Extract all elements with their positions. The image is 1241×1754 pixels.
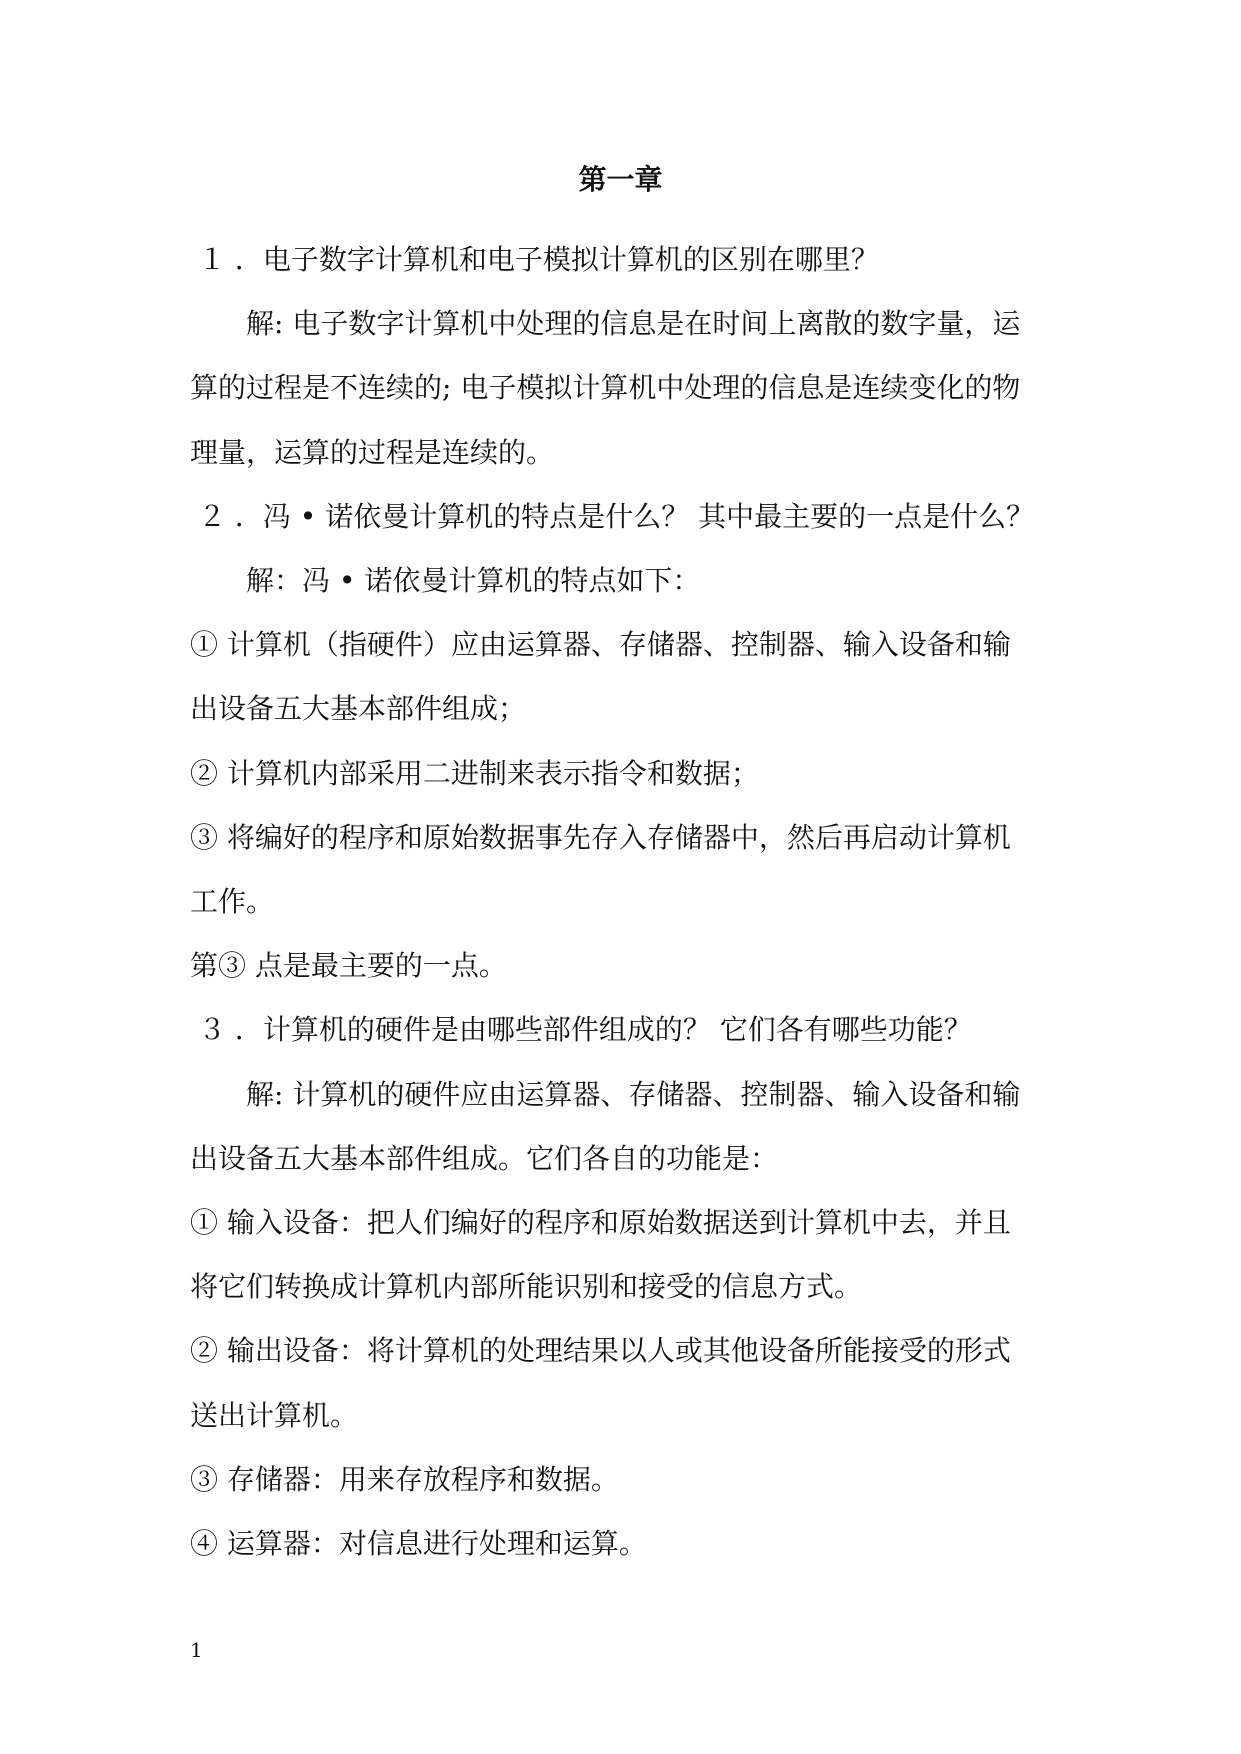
chapter-title: 第一章 [578,163,663,196]
answer-1-line-1: 解: 电子数字计算机中处理的信息是在时间上离散的数字量，运 [246,307,1021,341]
answer-1-line-2: 算的过程是不连续的; 电子模拟计算机中处理的信息是连续变化的物 [190,371,1021,405]
question-3: ３ ．计算机的硬件是由哪些部件组成的？ 它们各有哪些功能？ [198,1013,972,1047]
answer-3-item-1-line-1: ① 输入设备：把人们编好的程序和原始数据送到计算机中去，并且 [190,1206,1011,1240]
answer-3-item-4: ④ 运算器：对信息进行处理和运算。 [190,1527,647,1561]
page-number: 1 [190,1638,203,1662]
answer-2-conclusion: 第③ 点是最主要的一点。 [190,949,507,983]
question-2: ２ ．冯 • 诺依曼计算机的特点是什么？ 其中最主要的一点是什么？ [198,499,1035,533]
answer-1-line-3: 理量，运算的过程是连续的。 [190,435,555,469]
answer-3-line-1: 解: 计算机的硬件应由运算器、存储器、控制器、输入设备和输 [246,1077,1021,1111]
answer-2-item-1-line-1: ① 计算机（指硬件）应由运算器、存储器、控制器、输入设备和输 [190,628,1011,662]
answer-3-item-1-line-2: 将它们转换成计算机内部所能识别和接受的信息方式。 [190,1270,863,1304]
answer-3-item-2-line-1: ② 输出设备：将计算机的处理结果以人或其他设备所能接受的形式 [190,1334,1011,1368]
answer-3-item-2-line-2: 送出计算机。 [190,1398,359,1432]
question-1: １ ．电子数字计算机和电子模拟计算机的区别在哪里？ [198,243,879,276]
answer-2-item-3-line-1: ③ 将编好的程序和原始数据事先存入存储器中，然后再启动计算机 [190,820,1011,854]
answer-2-item-3-line-2: 工作。 [190,885,275,919]
document-body [190,228,1060,1576]
answer-2-item-2: ② 计算机内部采用二进制来表示指令和数据； [190,756,759,790]
answer-3-line-2: 出设备五大基本部件组成。它们各自的功能是： [190,1141,779,1175]
answer-2-item-1-line-2: 出设备五大基本部件组成； [190,692,527,726]
answer-3-item-3: ③ 存储器：用来存放程序和数据。 [190,1462,619,1496]
answer-2-intro: 解：冯 • 诺依曼计算机的特点如下： [246,564,701,598]
